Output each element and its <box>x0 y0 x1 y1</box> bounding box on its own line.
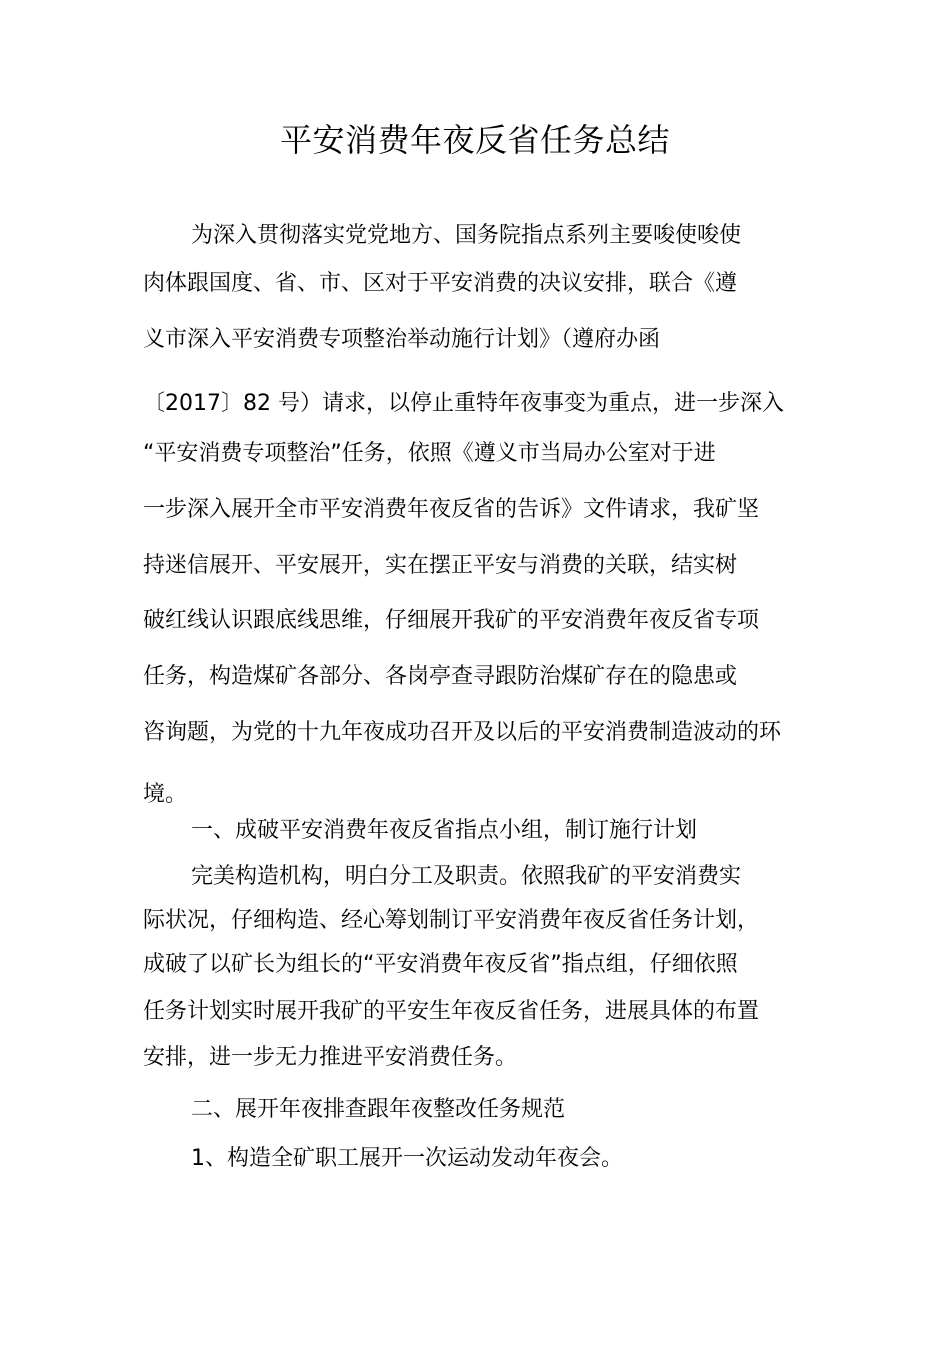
paragraph-line: 一步深入展开全市平安消费年夜反省的告诉》文件请求，我矿坚 <box>143 497 760 522</box>
list-item: 1、构造全矿职工展开一次运动发动年夜会。 <box>191 1146 623 1171</box>
paragraph-line: 为深入贯彻落实党党地方、国务院指点系列主要唆使唆使 <box>191 223 742 248</box>
paragraph-line: 咨询题，为党的十九年夜成功召开及以后的平安消费制造波动的环 <box>143 720 782 745</box>
paragraph-line: “平安消费专项整治”任务，依照《遵义市当局办公室对于进 <box>143 441 716 466</box>
paragraph-line: 破红线认识跟底线思维，仔细展开我矿的平安消费年夜反省专项 <box>143 608 760 633</box>
document-title: 平安消费年夜反省任务总结 <box>279 121 670 159</box>
paragraph-line: 义市深入平安消费专项整治举动施行计划》（遵府办函 <box>143 327 661 352</box>
paragraph-line: 际状况，仔细构造、经心筹划制订平安消费年夜反省任务计划， <box>143 908 760 933</box>
paragraph-line: 成破了以矿长为组长的“平安消费年夜反省”指点组，仔细依照 <box>143 952 738 977</box>
section-heading: 二、展开年夜排查跟年夜整改任务规范 <box>191 1097 566 1122</box>
paragraph-line: 持迷信展开、平安展开，实在摆正平安与消费的关联，结实树 <box>143 553 738 578</box>
paragraph-line: 〔2017〕82 号）请求，以停止重特年夜事变为重点，进一步深入 <box>143 391 784 416</box>
paragraph-line: 任务计划实时展开我矿的平安生年夜反省任务，进展具体的布置 <box>143 999 760 1024</box>
paragraph-line: 完美构造机构，明白分工及职责。依照我矿的平安消费实 <box>191 864 742 889</box>
paragraph-line: 任务，构造煤矿各部分、各岗亭查寻跟防治煤矿存在的隐患或 <box>143 664 738 689</box>
paragraph-line: 肉体跟国度、省、市、区对于平安消费的决议安排，联合《遵 <box>143 271 738 296</box>
paragraph-line: 安排，进一步无力推进平安消费任务。 <box>143 1045 518 1070</box>
section-heading: 一、成破平安消费年夜反省指点小组，制订施行计划 <box>191 818 698 843</box>
paragraph-line: 境。 <box>143 782 188 807</box>
